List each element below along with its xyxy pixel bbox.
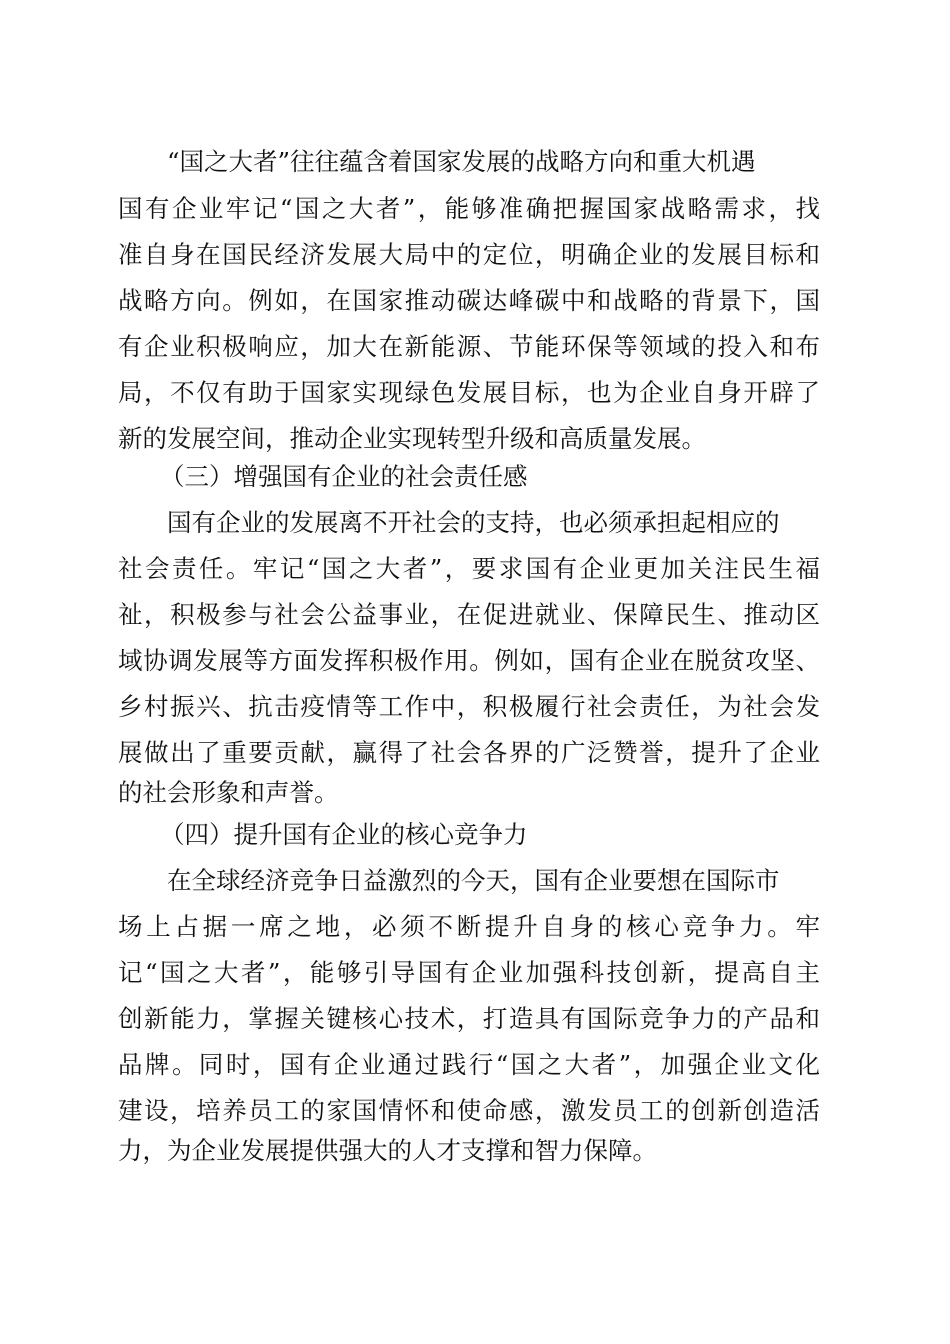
text-line: 建设，培养员工的家国情怀和使命感，激发员工的创新创造活: [118, 1096, 820, 1125]
text-line: 战略方向。例如，在国家推动碳达峰碳中和战略的背景下，国: [118, 286, 820, 315]
text-line: 品牌。同时，国有企业通过践行“国之大者”，加强企业文化: [118, 1050, 820, 1079]
section-heading-4: （四）提升国有企业的核心竞争力: [160, 820, 528, 849]
text-line: 国有企业的发展离不开社会的支持，也必须承担起相应的: [167, 508, 780, 537]
text-line: 的社会形象和声誉。: [118, 778, 339, 807]
text-line: 记“国之大者”，能够引导国有企业加强科技创新，提高自主: [118, 958, 820, 987]
text-line: 社会责任。牢记“国之大者”，要求国有企业更加关注民生福: [118, 554, 820, 583]
text-line: 国有企业牢记“国之大者”，能够准确把握国家战略需求，找: [118, 194, 820, 223]
section-heading-3: （三）增强国有企业的社会责任感: [160, 462, 528, 491]
text-line: 场上占据一席之地，必须不断提升自身的核心竞争力。牢: [118, 912, 820, 941]
text-line: 展做出了重要贡献，赢得了社会各界的广泛赞誉，提升了企业: [118, 738, 820, 767]
text-line: 在全球经济竞争日益激烈的今天，国有企业要想在国际市: [167, 866, 780, 895]
text-line: 域协调发展等方面发挥积极作用。例如，国有企业在脱贫攻坚、: [118, 646, 820, 675]
text-line: 有企业积极响应，加大在新能源、节能环保等领域的投入和布: [118, 332, 820, 361]
text-line: 祉，积极参与社会公益事业，在促进就业、保障民生、推动区: [118, 600, 820, 629]
text-line: “国之大者”往往蕴含着国家发展的战略方向和重大机遇: [167, 147, 756, 176]
text-line: 力，为企业发展提供强大的人才支撑和智力保障。: [118, 1136, 657, 1165]
text-line: 新的发展空间，推动企业实现转型升级和高质量发展。: [118, 424, 706, 453]
text-line: 局，不仅有助于国家实现绿色发展目标，也为企业自身开辟了: [118, 378, 820, 407]
text-line: 准自身在国民经济发展大局中的定位，明确企业的发展目标和: [118, 240, 820, 269]
text-line: 创新能力，掌握关键核心技术，打造具有国际竞争力的产品和: [118, 1004, 820, 1033]
text-line: 乡村振兴、抗击疫情等工作中，积极履行社会责任，为社会发: [118, 692, 820, 721]
